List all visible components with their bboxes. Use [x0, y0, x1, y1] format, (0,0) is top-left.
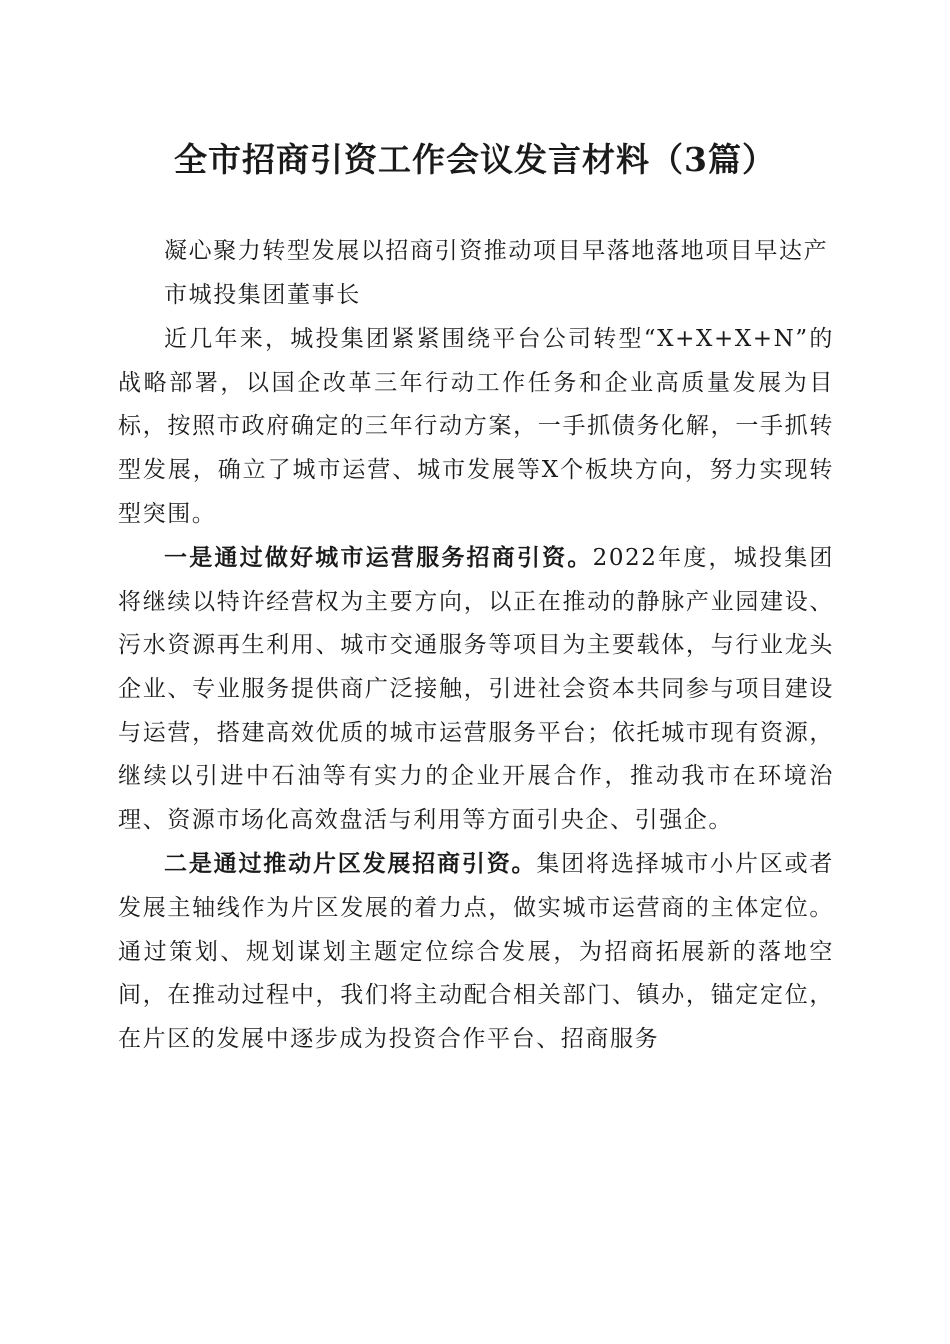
paragraph-lead: 二是通过推动片区发展招商引资。: [164, 850, 537, 878]
paragraph: [118, 536, 834, 842]
document-body: [118, 230, 834, 1061]
paragraph-text: 近几年来，城投集团紧紧围绕平台公司转型“X+X+X+N”的战略部署，以国企改革三年行动工作任务和企业高质量发展为目标，按照市政府确定的三年行动方案，一手抓债务化解，一手抓转型发展，确立了城市运营、城市发展等X个板块方向，努力实现转型突围。: [118, 326, 834, 527]
paragraph-text: 2022年度，城投集团将继续以特许经营权为主要方向，以正在推动的静脉产业园建设、污水资源再生利用、城市交通服务等项目为主要载体，与行业龙头企业、专业服务提供商广泛接触，引进社会资本共同参与项目建设与运营，搭建高效优质的城市运营服务平台；依托城市现有资源，继续以引进中石油等有实力的企业开展合作，推动我市在环境治理、资源市场化高效盘活与利用等方面引央企、引强企。: [118, 545, 835, 833]
document-title: 全市招商引资工作会议发言材料（3篇）: [174, 140, 776, 179]
paragraph-lead: 一是通过做好城市运营服务招商引资。: [164, 544, 593, 572]
paragraph-text: 集团将选择城市小片区或者发展主轴线作为片区发展的着力点，做实城市运营商的主体定位。通过策划、规划谋划主题定位综合发展，为招商拓展新的落地空间，在推动过程中，我们将主动配合相关部门、镇办，锚定定位，在片区的发展中逐步成为投资合作平台、招商服务: [118, 851, 835, 1052]
speech-subtitle: 凝心聚力转型发展以招商引资推动项目早落地落地项目早达产: [164, 238, 829, 264]
paragraph: [118, 317, 834, 536]
speaker-line: 市城投集团董事长: [164, 281, 361, 308]
paragraph: [118, 842, 834, 1061]
